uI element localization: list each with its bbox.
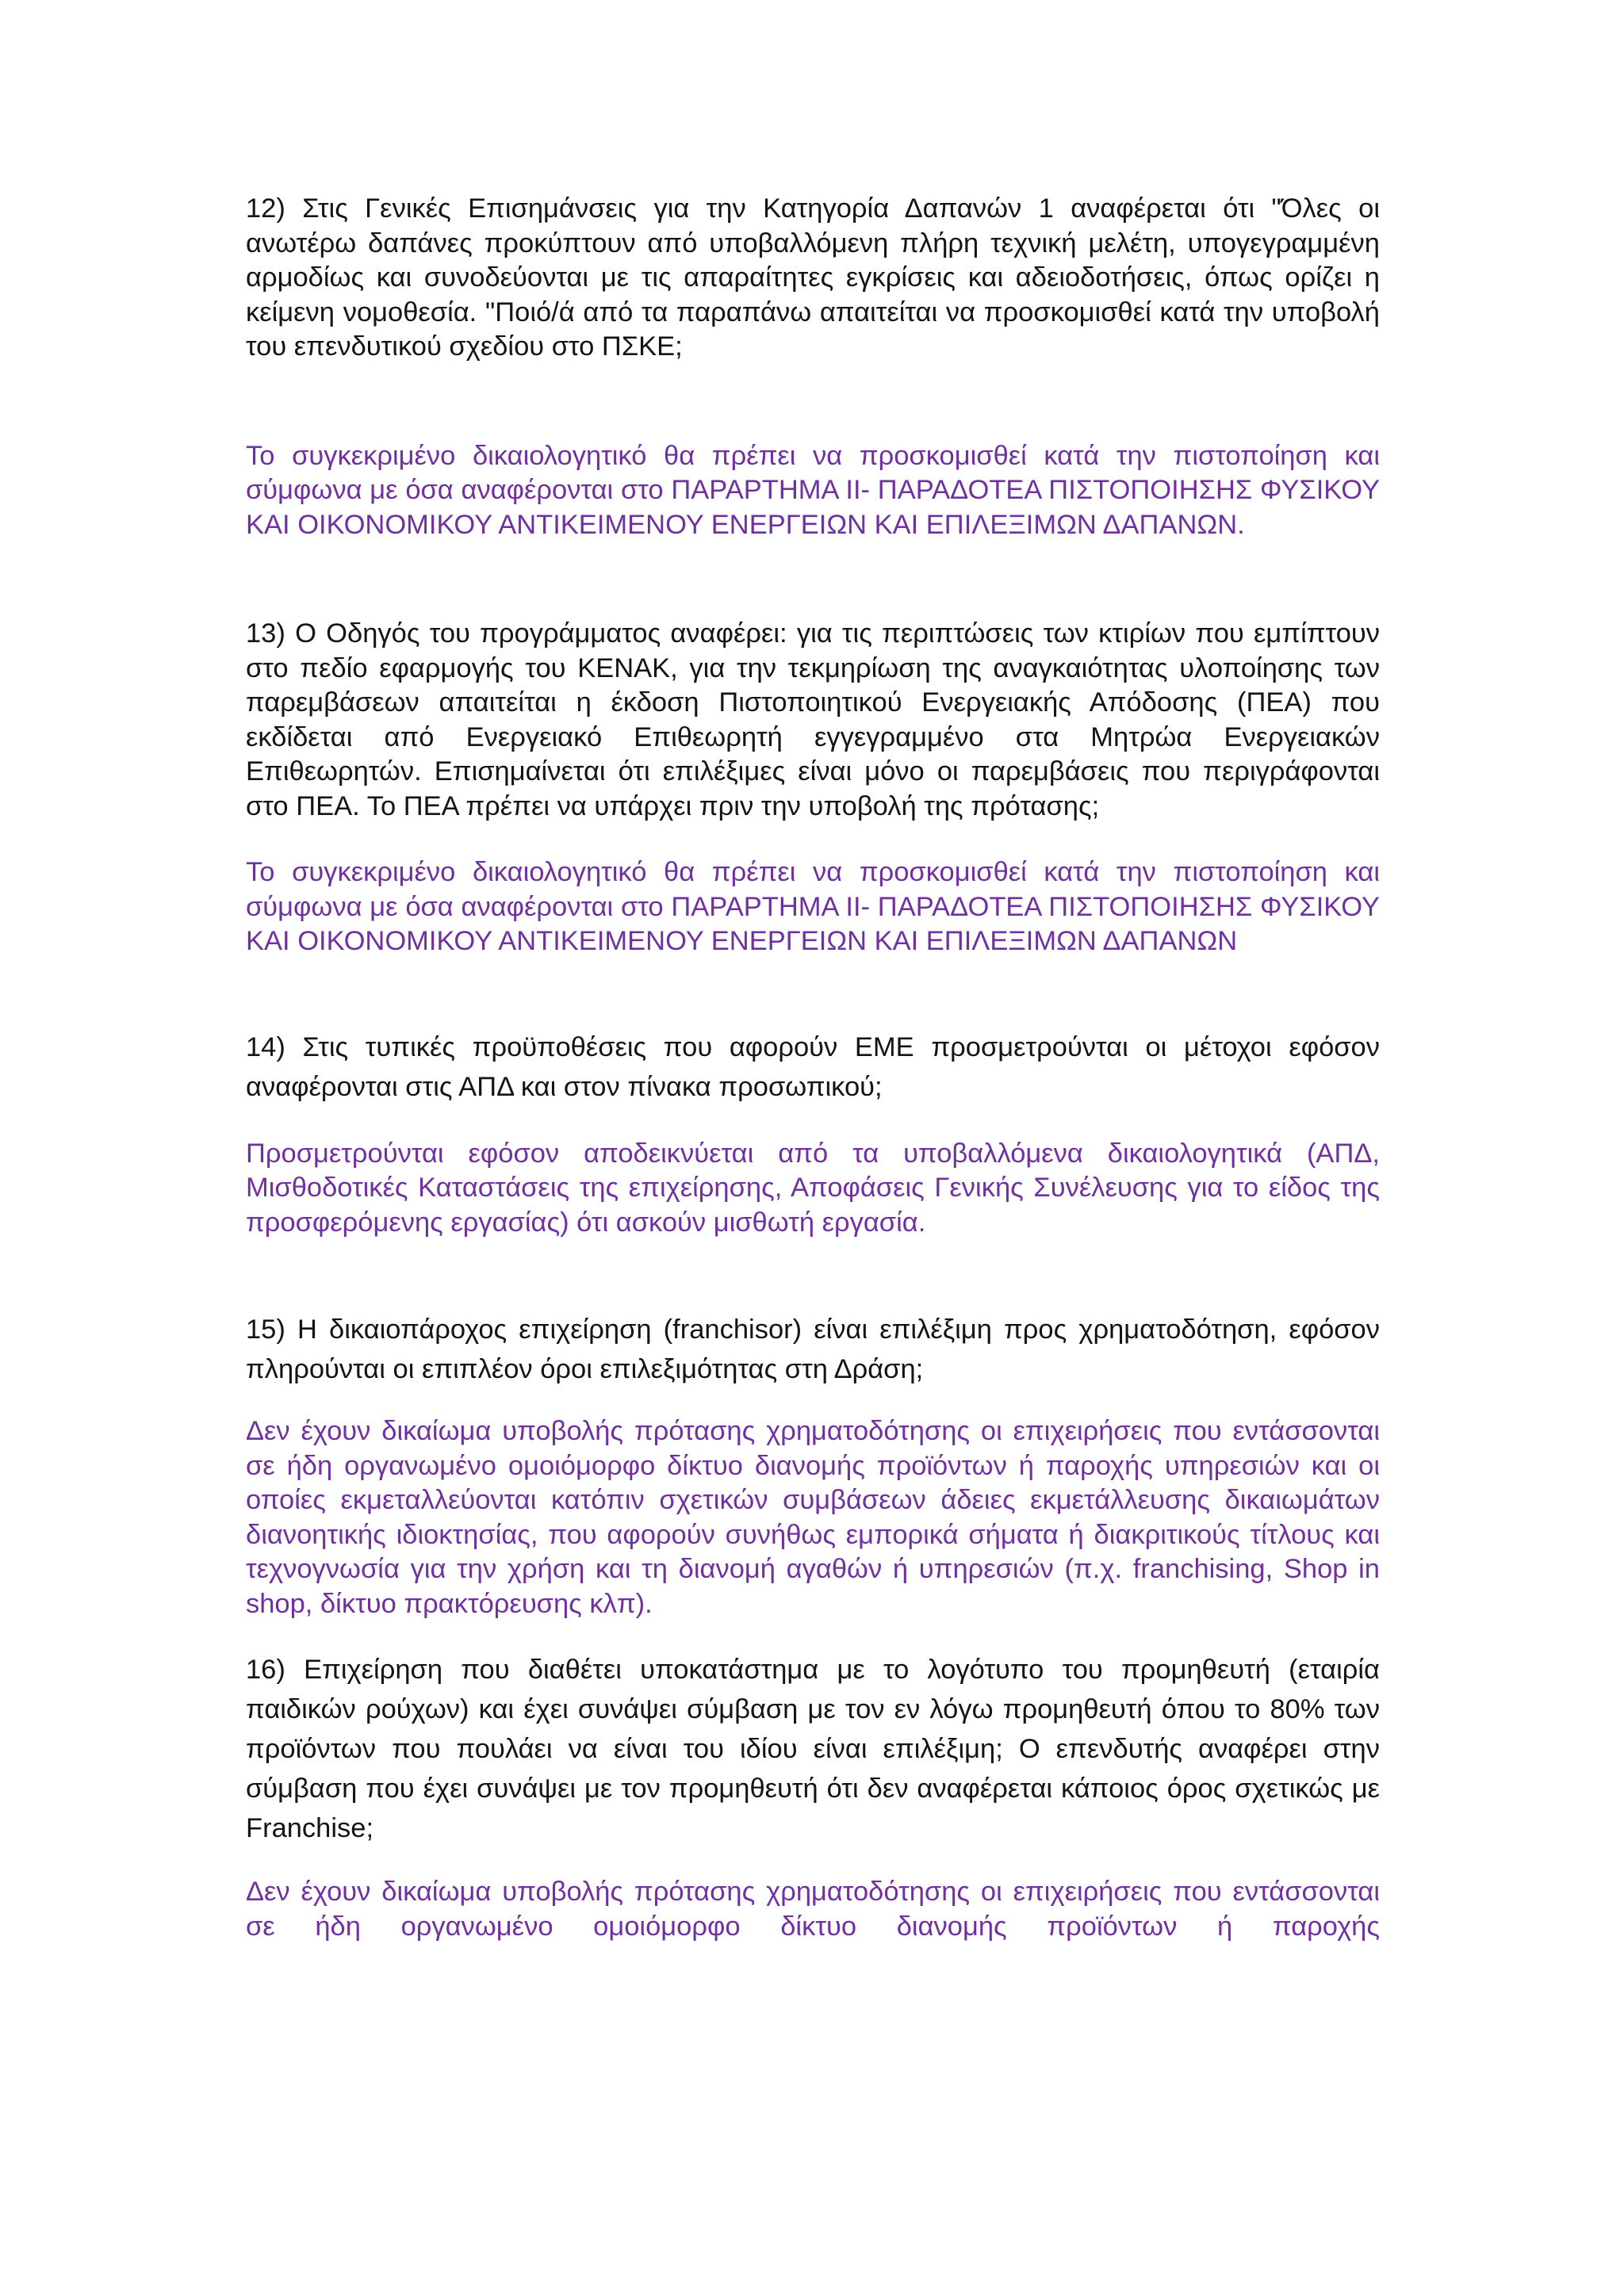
question-12: 12) Στις Γενικές Επισημάνσεις για την Κατηγορία Δαπανών 1 αναφέρεται ότι "Όλες οι ανωτέρω δαπάνες προκύπτουν από υποβαλλόμενη πλήρη τεχνική μελέτη, υπογεγραμμένη αρμοδίως και συνοδεύονται με τις απαραίτητες εγκρίσεις και αδειοδοτήσεις, όπως ορίζει η κείμενη νομοθεσία. "Ποιό/ά από τα παραπάνω απαιτείται να προσκομισθεί κατά την υποβολή του επενδυτικού σχεδίου στο ΠΣΚΕ;: [246, 193, 1380, 362]
question-14: 14) Στις τυπικές προϋποθέσεις που αφορούν ΕΜΕ προσμετρούνται οι μέτοχοι εφόσον αναφέρονται στις ΑΠΔ και στον πίνακα προσωπικού;: [246, 1031, 1380, 1102]
answer-12: Το συγκεκριμένο δικαιολογητικό θα πρέπει να προσκομισθεί κατά την πιστοποίηση και σύμφωνα με όσα αναφέρονται στο ΠΑΡΑΡΤΗΜΑ ΙΙ- ΠΑΡΑΔΟΤΕΑ ΠΙΣΤΟΠΟΙΗΣΗΣ ΦΥΣΙΚΟΥ ΚΑΙ ΟΙΚΟΝΟΜΙΚΟΥ ΑΝΤΙΚΕΙΜΕΝΟΥ ΕΝΕΡΓΕΙΩΝ ΚΑΙ ΕΠΙΛΕΞΙΜΩΝ ΔΑΠΑΝΩΝ.: [246, 440, 1380, 540]
question-13: 13) Ο Οδηγός του προγράμματος αναφέρει: για τις περιπτώσεις των κτιρίων που εμπίπτουν στο πεδίο εφαρμογής του ΚΕΝΑΚ, για την τεκμηρίωση της αναγκαιότητας υλοποίησης των παρεμβάσεων απαιτείται η έκδοση Πιστοποιητικού Ενεργειακής Απόδοσης (ΠΕΑ) που εκδίδεται από Ενεργειακό Επιθεωρητή εγγεγραμμένο στα Μητρώα Ενεργειακών Επιθεωρητών. Επισημαίνεται ότι επιλέξιμες είναι μόνο οι παρεμβάσεις που περιγράφονται στο ΠΕΑ. Το ΠΕΑ πρέπει να υπάρχει πριν την υποβολή της πρότασης;: [246, 618, 1380, 821]
answer-15: Δεν έχουν δικαίωμα υποβολής πρότασης χρηματοδότησης οι επιχειρήσεις που εντάσσονται σε ήδη οργανωμένο ομοιόμορφο δίκτυο διανομής προϊόντων ή παροχής υπηρεσιών και οι οποίες εκμεταλλεύονται κατόπιν σχετικών συμβάσεων άδειες εκμετάλλευσης δικαιωμάτων διανοητικής ιδιοκτησίας, που αφορούν συνήθως εμπορικά σήματα ή διακριτικούς τίτλους και τεχνογνωσία για την χρήση και τη διανομή αγαθών ή υπηρεσιών (π.χ. franchising, Shop in shop, δίκτυο πρακτόρευσης κλπ).: [246, 1416, 1380, 1619]
question-16: 16) Επιχείρηση που διαθέτει υποκατάστημα με το λογότυπο του προμηθευτή (εταιρία παιδικών ρούχων) και έχει συνάψει σύμβαση με τον εν λόγω προμηθευτή όπου το 80% των προϊόντων που πουλάει να είναι του ιδίου είναι επιλέξιμη; Ο επενδυτής αναφέρει στην σύμβαση που έχει συνάψει με τον προμηθευτή ότι δεν αναφέρεται κάποιος όρος σχετικώς με Franchise;: [246, 1655, 1380, 1843]
question-15: 15) Η δικαιοπάροχος επιχείρηση (franchisor) είναι επιλέξιμη προς χρηματοδότηση, εφόσον πληρούνται οι επιπλέον όροι επιλεξιμότητας στη Δράση;: [246, 1314, 1380, 1384]
answer-16: Δεν έχουν δικαίωμα υποβολής πρότασης χρηματοδότησης οι επιχειρήσεις που εντάσσονται σε ήδη οργανωμένο ομοιόμορφο δίκτυο διανομής προϊόντων ή παροχής: [246, 1877, 1380, 1942]
document-body: [246, 192, 1380, 1944]
answer-14: Προσμετρούνται εφόσον αποδεικνύεται από τα υποβαλλόμενα δικαιολογητικά (ΑΠΔ, Μισθοδοτικές Καταστάσεις της επιχείρησης, Αποφάσεις Γενικής Συνέλευσης για το είδος της προσφερόμενης εργασίας) ότι ασκούν μισθωτή εργασία.: [246, 1138, 1380, 1238]
answer-13: Το συγκεκριμένο δικαιολογητικό θα πρέπει να προσκομισθεί κατά την πιστοποίηση και σύμφωνα με όσα αναφέρονται στο ΠΑΡΑΡΤΗΜΑ ΙΙ- ΠΑΡΑΔΟΤΕΑ ΠΙΣΤΟΠΟΙΗΣΗΣ ΦΥΣΙΚΟΥ ΚΑΙ ΟΙΚΟΝΟΜΙΚΟΥ ΑΝΤΙΚΕΙΜΕΝΟΥ ΕΝΕΡΓΕΙΩΝ ΚΑΙ ΕΠΙΛΕΞΙΜΩΝ ΔΑΠΑΝΩΝ: [246, 857, 1380, 956]
